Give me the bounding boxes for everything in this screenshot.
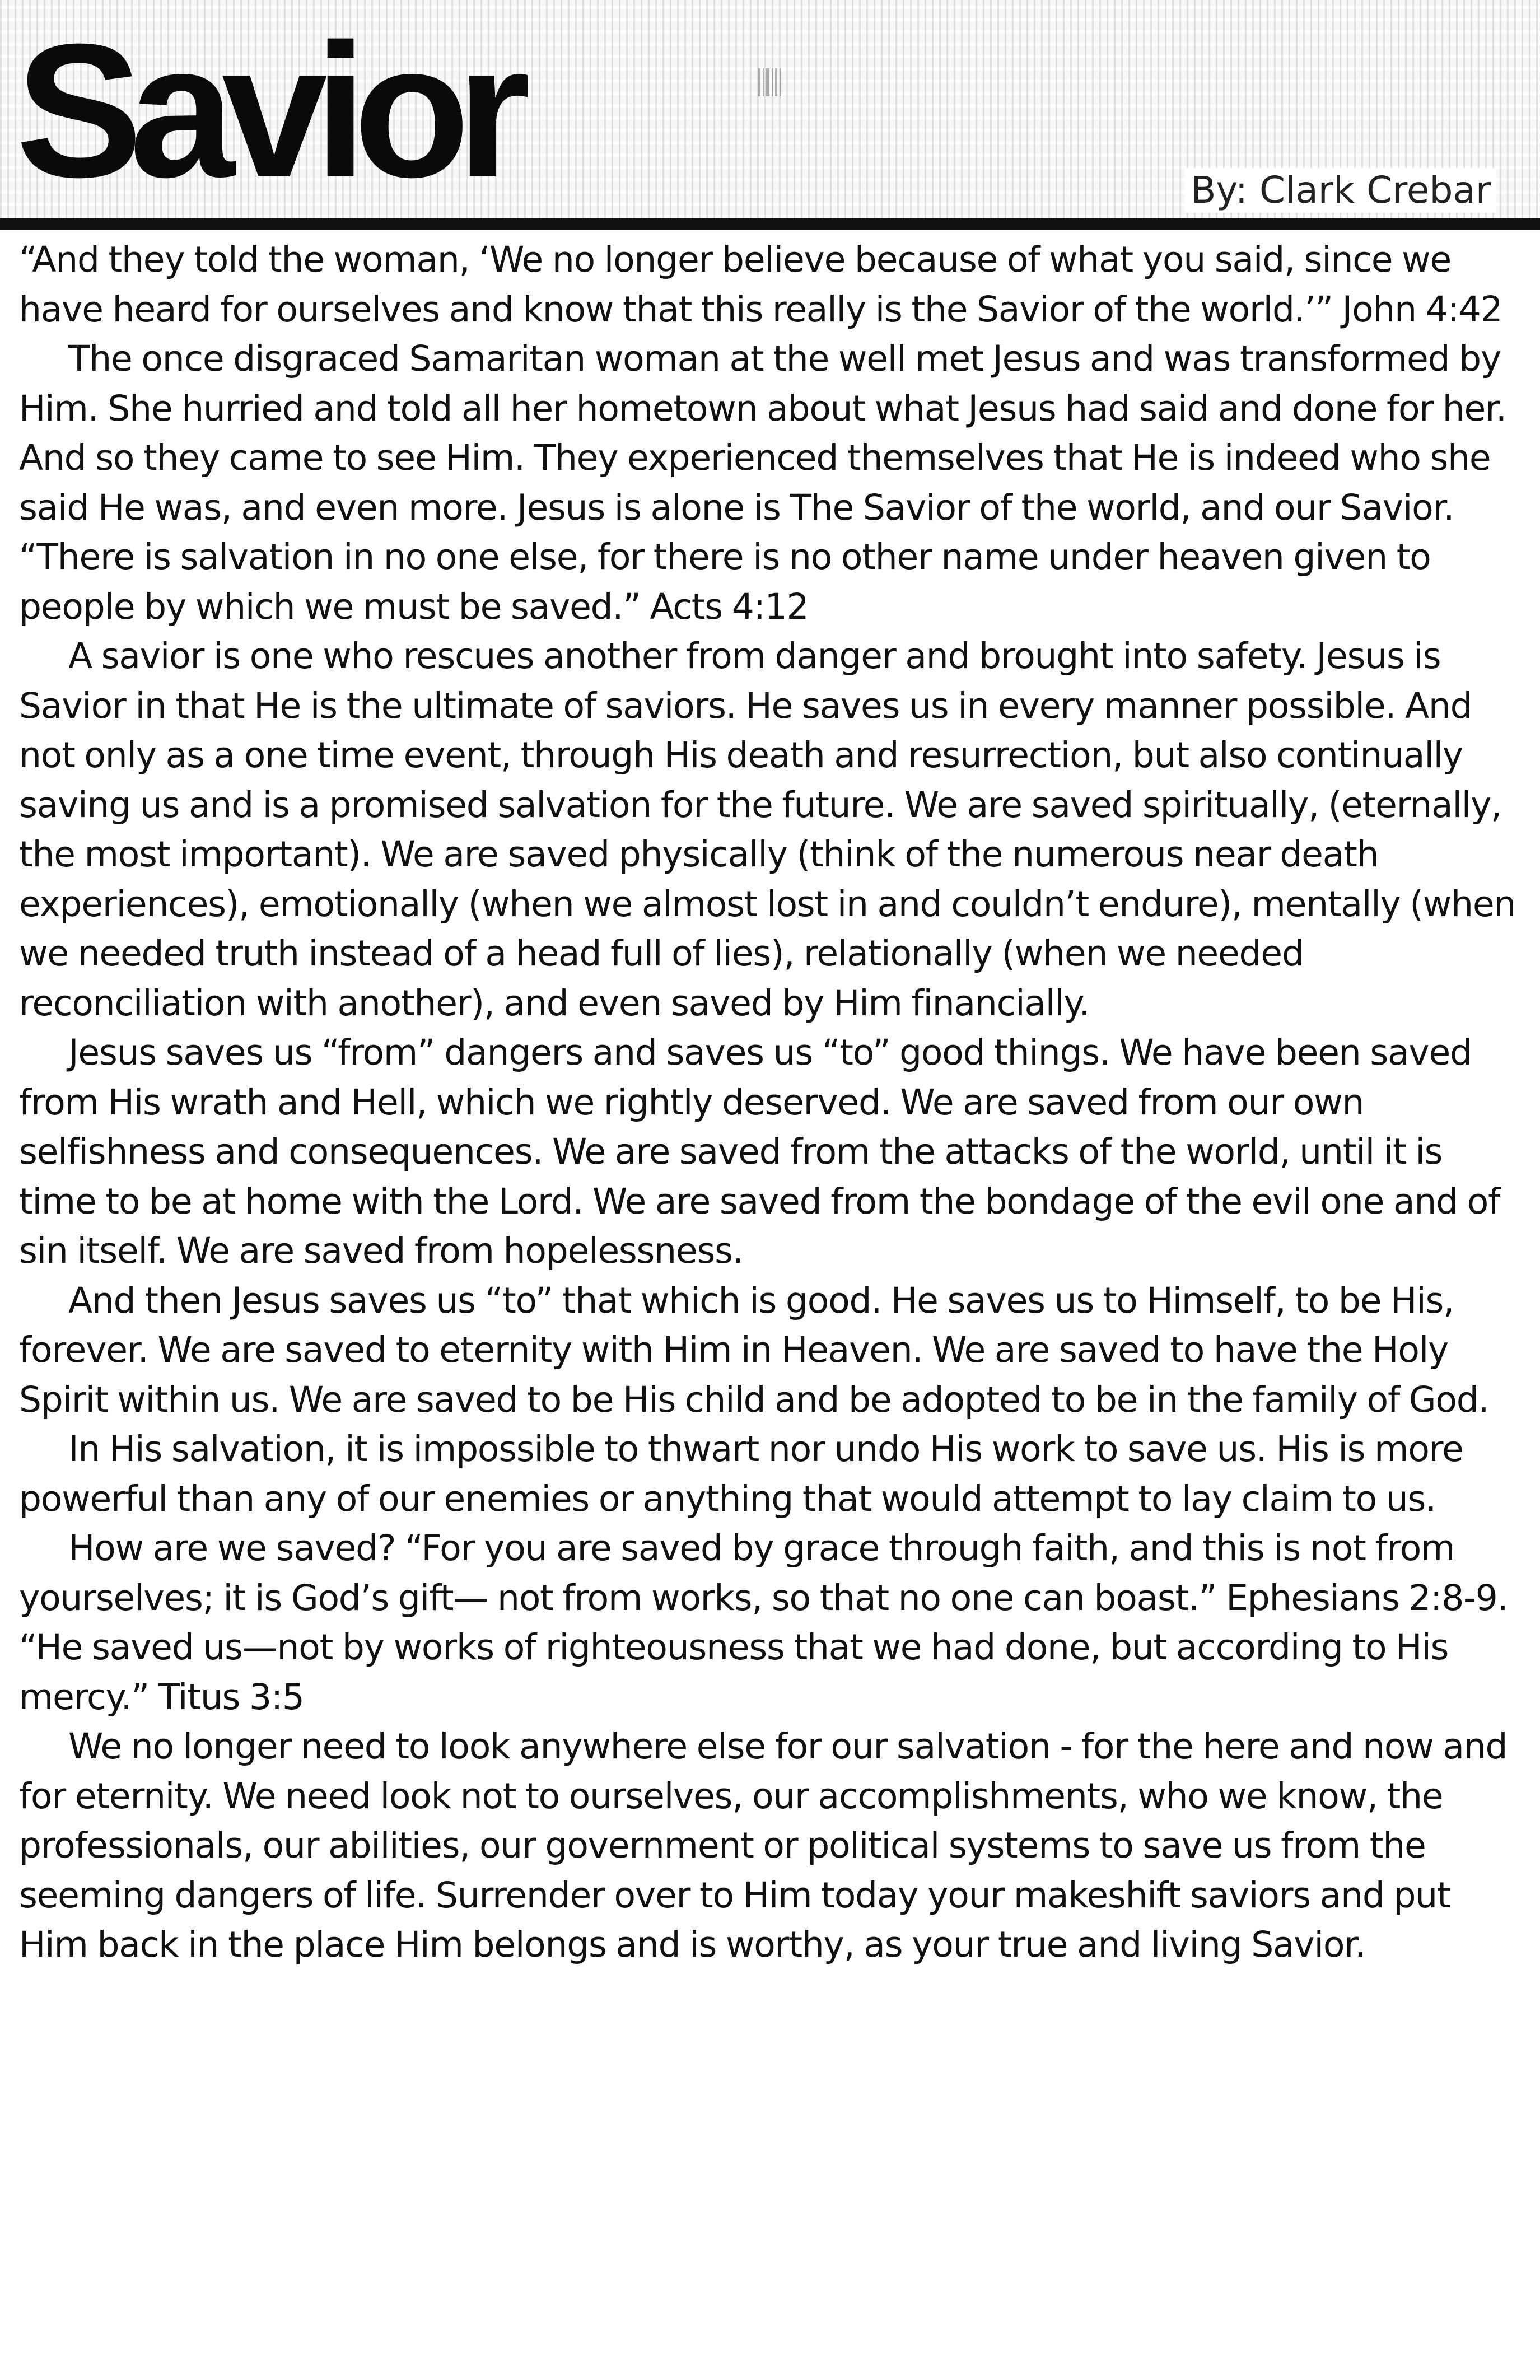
author-byline: By: Clark Crebar — [1185, 168, 1496, 213]
body-paragraph: Jesus saves us “from” dangers and saves us “to” good things. We have been saved from His wrath and Hell, which we rightly deserved. We are saved from our own selfishness and consequences. We are saved from the attacks of the world, until it is time to be at home with the Lord. We are saved from the bondage of the evil one and of sin itself. We are saved from hopelessness. — [19, 1032, 1500, 1271]
page-title: Savior — [16, 4, 517, 217]
header-divider — [0, 218, 1540, 230]
body-paragraph: And then Jesus saves us “to” that which is good. He saves us to Himself, to be His, forever. We are saved to eternity with Him in Heaven. We are saved to have the Holy Spirit within us. We are saved to be His child and be adopted to be in the family of God. — [19, 1280, 1489, 1420]
body-paragraph: A savior is one who rescues another from danger and brought into safety. Jesus is Savior in that He is the ultimate of saviors. He saves us in every manner possible. And not only as a one time event, through His death and resurrection, but also continually saving us and is a promised salvation for the future. We are saved spiritually, (eternally, the most important). We are saved physically (think of the numerous near death experiences), emotionally (when we almost lost in and couldn’t endure), mentally (when we needed truth instead of a head full of lies), relationally (when we needed reconciliation with another), and even saved by Him financially. — [19, 636, 1516, 1024]
body-paragraph: The once disgraced Samaritan woman at the well met Jesus and was transformed by Him. She hurried and told all her hometown about what Jesus had said and done for her. And so they came to see Him. They experienced themselves that He is indeed who she said He was, and even more. Jesus is alone is The Savior of the world, and our Savior. “There is salvation in no one else, for there is no other name under heaven given to people by which we must be saved.” Acts 4:12 — [19, 338, 1506, 627]
closing-paragraph: We no longer need to look anywhere else for our salvation - for the here and now and for eternity. We need look not to ourselves, our accomplishments, who we know, the professionals, our abilities, our government or political systems to save us from the seeming dangers of life. Surrender over to Him today your makeshift saviors and put Him back in the place Him belongs and is worthy, as your true and living Savior. — [19, 1726, 1508, 1965]
title-banner — [0, 0, 1540, 218]
body-paragraph: In His salvation, it is impossible to thwart nor undo His work to save us. His is more powerful than any of our enemies or anything that would attempt to lay claim to us. — [19, 1429, 1463, 1519]
opening-quote-paragraph: “And they told the woman, ‘We no longer believe because of what you said, since we have heard for ourselves and know that this really is the Savior of the world.’” John 4:42 — [19, 239, 1502, 330]
body-paragraph: How are we saved? “For you are saved by grace through faith, and this is not from yourselves; it is God’s gift— not from works, so that no one can boast.” Ephesians 2:8-9. “He saved us—not by works of righteousness that we had done, but according to His mercy.” Titus 3:5 — [19, 1528, 1508, 1718]
article-body — [19, 235, 1521, 2363]
barcode-icon — [757, 66, 784, 99]
